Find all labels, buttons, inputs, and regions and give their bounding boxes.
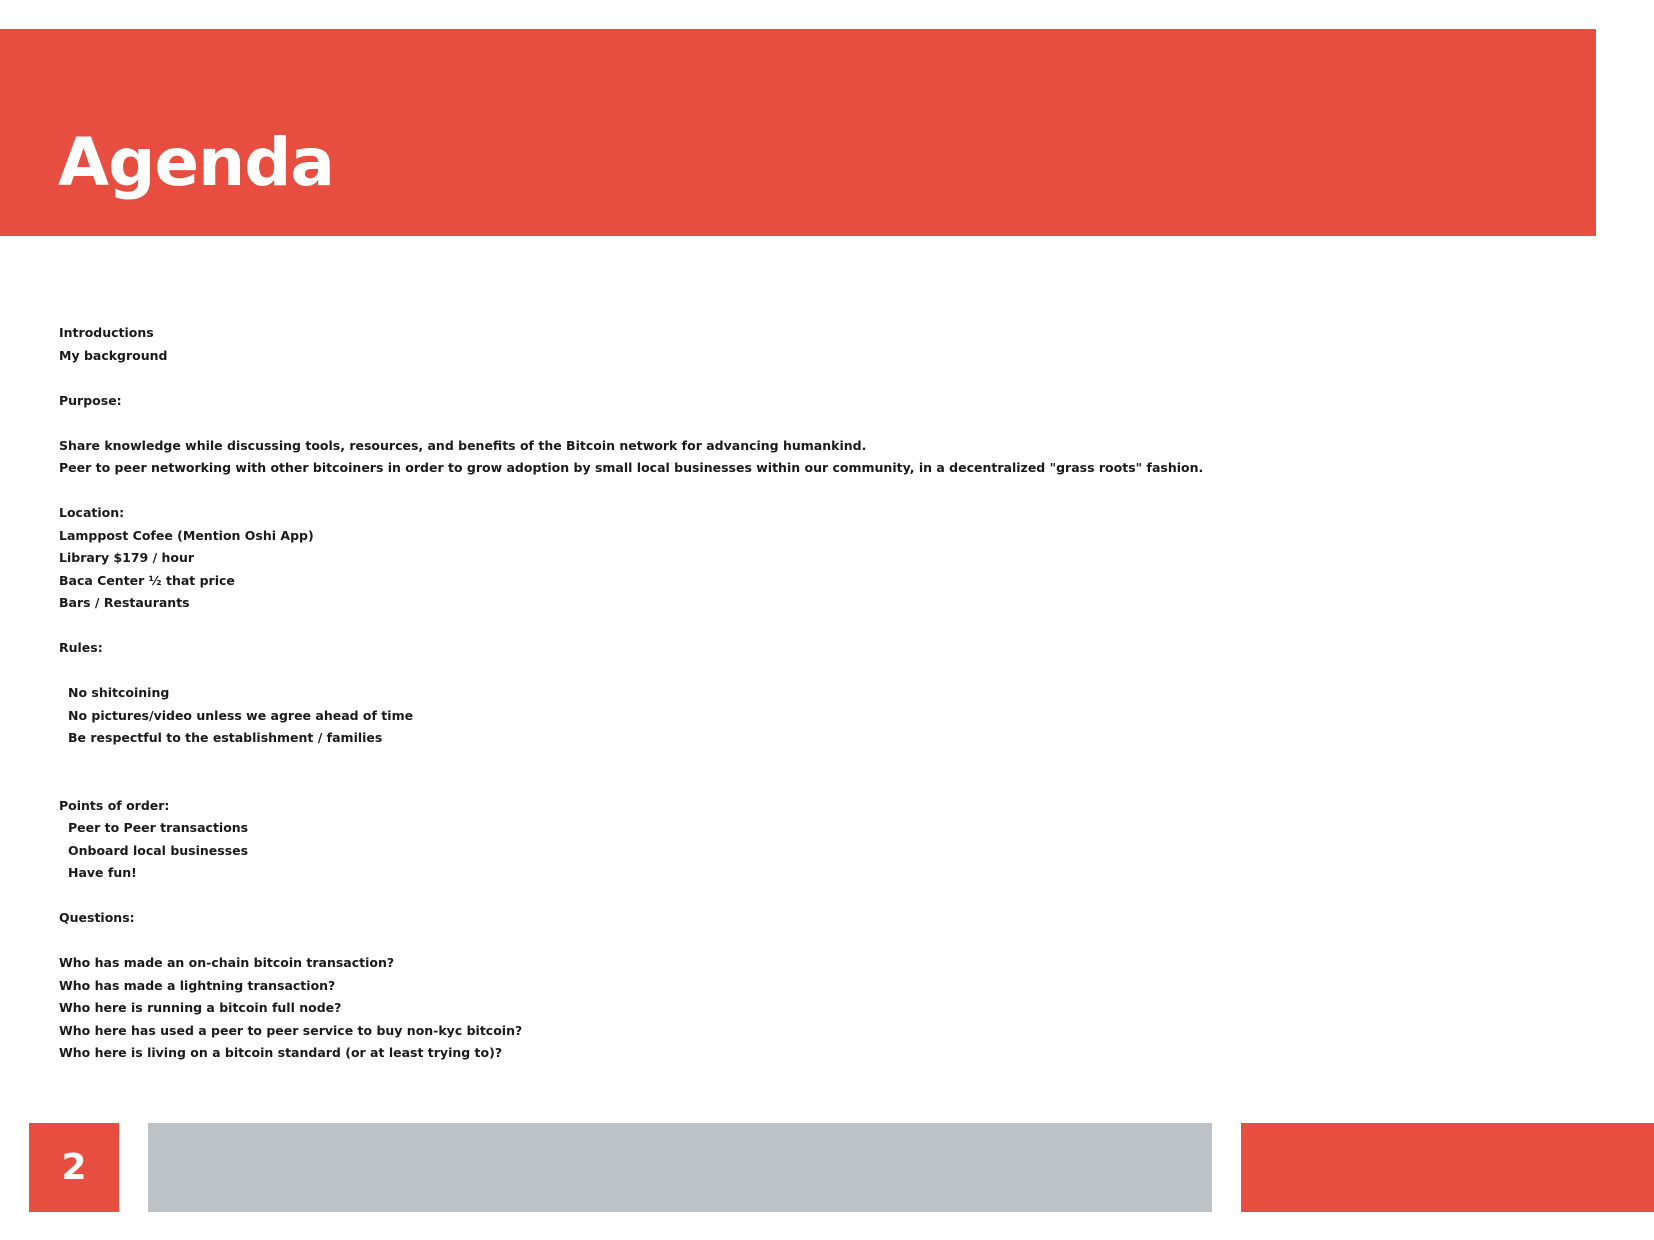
points-heading: Points of order: <box>59 797 170 813</box>
question-line: Who has made an on-chain bitcoin transaction? <box>59 955 395 970</box>
point-line: Have fun! <box>68 865 137 880</box>
question-line: Who has made a lightning transaction? <box>59 977 336 993</box>
location-line: Baca Center ½ that price <box>59 572 235 588</box>
slide-title: Agenda <box>58 124 334 201</box>
point-line: Peer to Peer transactions <box>68 820 249 835</box>
rules-heading: Rules: <box>59 640 103 655</box>
question-line: Who here is living on a bitcoin standard (or at least trying to)? <box>59 1045 503 1060</box>
page-number: 2 <box>29 1123 119 1212</box>
agenda-body <box>59 322 1559 1065</box>
footer-gray-bar <box>148 1123 1212 1212</box>
purpose-line: Peer to peer networking with other bitcoiners in order to grow adoption by small local businesses within our community, in a decentralized "grass roots" fashion. <box>59 460 1204 475</box>
point-line: Onboard local businesses <box>68 842 249 858</box>
intro-line: My background <box>59 347 168 363</box>
location-line: Library $179 / hour <box>59 550 195 565</box>
location-heading: Location: <box>59 505 125 520</box>
intro-line: Introductions <box>59 325 154 340</box>
location-line: Bars / Restaurants <box>59 595 190 610</box>
purpose-line: Share knowledge while discussing tools, resources, and benefits of the Bitcoin network for advancing humankind. <box>59 437 867 453</box>
purpose-heading: Purpose: <box>59 392 122 408</box>
footer-red-bar <box>1241 1123 1654 1212</box>
rule-line: No shitcoining <box>68 685 170 700</box>
question-line: Who here has used a peer to peer service to buy non-kyc bitcoin? <box>59 1022 523 1038</box>
question-line: Who here is running a bitcoin full node? <box>59 1000 342 1015</box>
rule-line: Be respectful to the establishment / families <box>68 730 383 745</box>
rule-line: No pictures/video unless we agree ahead of time <box>68 707 414 723</box>
questions-heading: Questions: <box>59 910 135 925</box>
location-line: Lamppost Cofee (Mention Oshi App) <box>59 527 314 543</box>
